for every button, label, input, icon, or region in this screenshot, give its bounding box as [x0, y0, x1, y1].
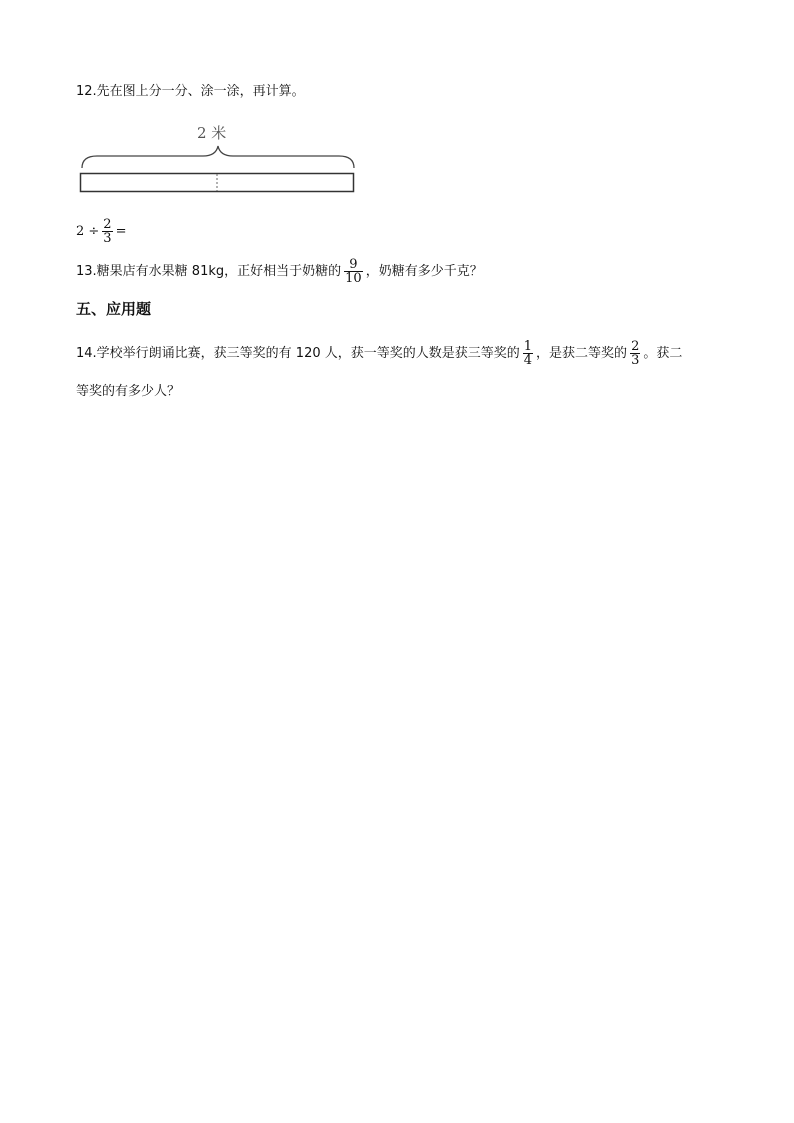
fraction-numerator: 2	[103, 217, 112, 232]
segment-diagram-svg	[79, 118, 357, 198]
question-13-text	[76, 258, 483, 285]
fraction-nine-tenths	[344, 258, 363, 285]
fraction-two-thirds	[102, 218, 112, 245]
question-14-part2: ，是获二等奖的	[536, 346, 628, 361]
question-14-line1	[76, 340, 682, 367]
question-12-expression	[76, 218, 126, 245]
brace-shape	[82, 146, 354, 168]
fraction-one-quarter	[523, 340, 533, 367]
question-14-part1: 14.学校举行朗诵比赛，获三等奖的有 120 人，获一等奖的人数是获三等奖的	[76, 346, 520, 361]
section-title: 五、应用题	[76, 300, 152, 318]
fraction-numerator: 1	[523, 339, 533, 354]
question-13-after: ，奶糖有多少千克？	[365, 264, 483, 279]
length-label: 2 米	[197, 124, 227, 142]
question-14-part3: 。获二	[643, 346, 683, 361]
fraction-denominator: 3	[631, 353, 640, 368]
question-13-before: 13.糖果店有水果糖 81kg，正好相当于奶糖的	[76, 264, 342, 279]
fraction-numerator: 9	[344, 258, 363, 272]
fraction-two-thirds	[630, 340, 640, 367]
expression-right: =	[115, 224, 127, 239]
expression-left: 2 ÷	[76, 224, 100, 239]
fraction-denominator: 4	[523, 353, 533, 368]
fraction-numerator: 2	[631, 339, 640, 354]
question-12-text: 12.先在图上分一分、涂一涂，再计算。	[76, 84, 305, 99]
question-14-line2: 等奖的有多少人？	[76, 384, 181, 399]
segment-diagram	[79, 118, 357, 198]
fraction-denominator: 3	[103, 231, 112, 246]
fraction-denominator: 10	[345, 271, 362, 286]
